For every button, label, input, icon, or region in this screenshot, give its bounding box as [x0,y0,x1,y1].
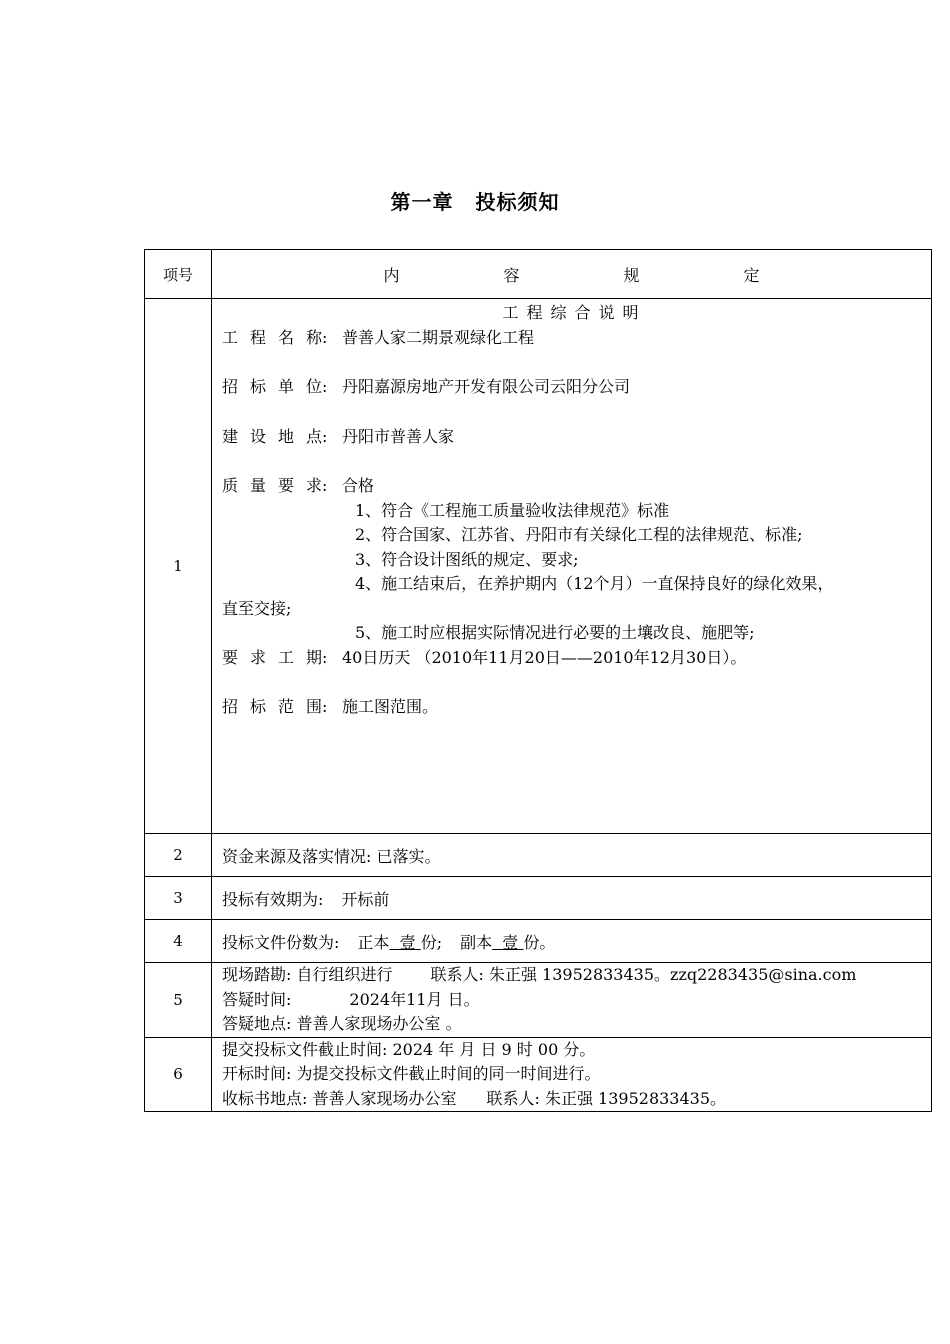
header-char: 规 [623,265,640,285]
table-row [145,1037,932,1112]
copies-label: 投标文件份数为: [222,932,340,952]
scope-line [222,695,927,720]
unit: 份。 [523,932,556,952]
row-number: 2 [145,834,212,877]
validity-cell [212,877,932,920]
table-row [145,834,932,877]
original-count: 壹 [399,932,416,952]
field-label: 工 程 名 称: [222,327,328,347]
quality-item: 4、施工结束后，在养护期内（12个月）一直保持良好的绿化效果， [355,574,834,593]
row-number: 3 [145,877,212,920]
bidder-value: 丹阳嘉源房地产开发有限公司云阳分公司 [342,377,631,396]
original-label: 正本 [357,932,390,952]
field-label: 建 设 地 点: [222,426,328,446]
field-label: 招 标 范 围: [222,697,328,716]
site-visit-cell [212,963,932,1038]
deadline-line: 提交投标文件截止时间: 2024 年 月 日 9 时 00 分。 [222,1039,596,1059]
row-number: 5 [145,963,212,1038]
period-value: 40日历天 （2010年11月20日——2010年12月30日）。 [342,647,747,667]
copies-cell [212,920,932,963]
field-label: 招 标 单 位: [222,377,328,396]
table-row [145,963,932,1038]
row-number: 4 [145,920,212,963]
receipt-location-line: 收标书地点: 普善人家现场办公室 联系人: 朱正强 13952833435。 [222,1088,727,1108]
copy-label: 副本 [460,932,493,952]
copy-count: 壹 [502,932,519,952]
quality-item: 2、符合国家、江苏省、丹阳市有关绿化工程的法律规范、标准; [355,525,803,544]
quality-item: 3、符合设计图纸的规定、要求; [355,549,579,569]
opening-time-line: 开标时间: 为提交投标文件截止时间的同一时间进行。 [222,1064,601,1083]
quality-item: 1、符合《工程施工质量验收法律规范》标准 [355,500,670,520]
project-name-value: 普善人家二期景观绿化工程 [342,327,535,347]
contact-info: 联系人: 朱正强 13952833435。zzq2283435@sina.com [430,965,857,984]
table-row [145,877,932,920]
field-label: 质 量 要 求: [222,476,328,495]
header-char: 定 [743,265,760,285]
chapter-number: 第一章 [390,190,454,214]
quality-item-continuation: 直至交接; [222,598,292,618]
funding-cell: 资金来源及落实情况: 已落实。 [212,834,932,877]
bidder-line [222,375,927,400]
site-line [222,425,927,450]
submission-cell [212,1037,932,1112]
row-number: 6 [145,1037,212,1112]
validity-value: 开标前 [341,889,390,909]
period-line [222,646,927,671]
chapter-name: 投标须知 [475,190,560,214]
validity-label: 投标有效期为: [222,889,324,909]
header-char: 内 [383,265,400,285]
quality-item: 5、施工时应根据实际情况进行必要的土壤改良、施肥等; [355,623,755,642]
site-visit-line: 现场踏勘: 自行组织进行 联系人: 朱正强 13952833435。zzq2283435@sina.com [222,965,857,984]
site-value: 丹阳市普善人家 [342,426,455,446]
qa-time-line: 答疑时间: 2024年11月 日。 [222,989,480,1009]
header-item-number: 项号 [145,250,212,299]
header-char: 容 [503,265,520,285]
quality-line [222,474,927,499]
quality-value: 合格 [342,476,375,495]
row-number: 1 [145,299,212,834]
scope-value: 施工图范围。 [342,697,439,716]
field-label: 要 求 工 期: [222,647,328,667]
project-overview-cell [212,299,932,834]
qa-location-line: 答疑地点: 普善人家现场办公室 。 [222,1014,462,1033]
contact-info: 联系人: 朱正强 13952833435。 [486,1088,727,1108]
table-row [145,299,932,834]
header-content-rules [212,250,932,299]
table-header-row [145,250,932,299]
chapter-title [0,186,950,215]
table-row [145,920,932,963]
unit: 份; [420,932,443,952]
section-heading: 工程综合说明 [502,303,647,322]
project-name-line [222,326,927,351]
bid-instructions-table [144,249,932,1112]
